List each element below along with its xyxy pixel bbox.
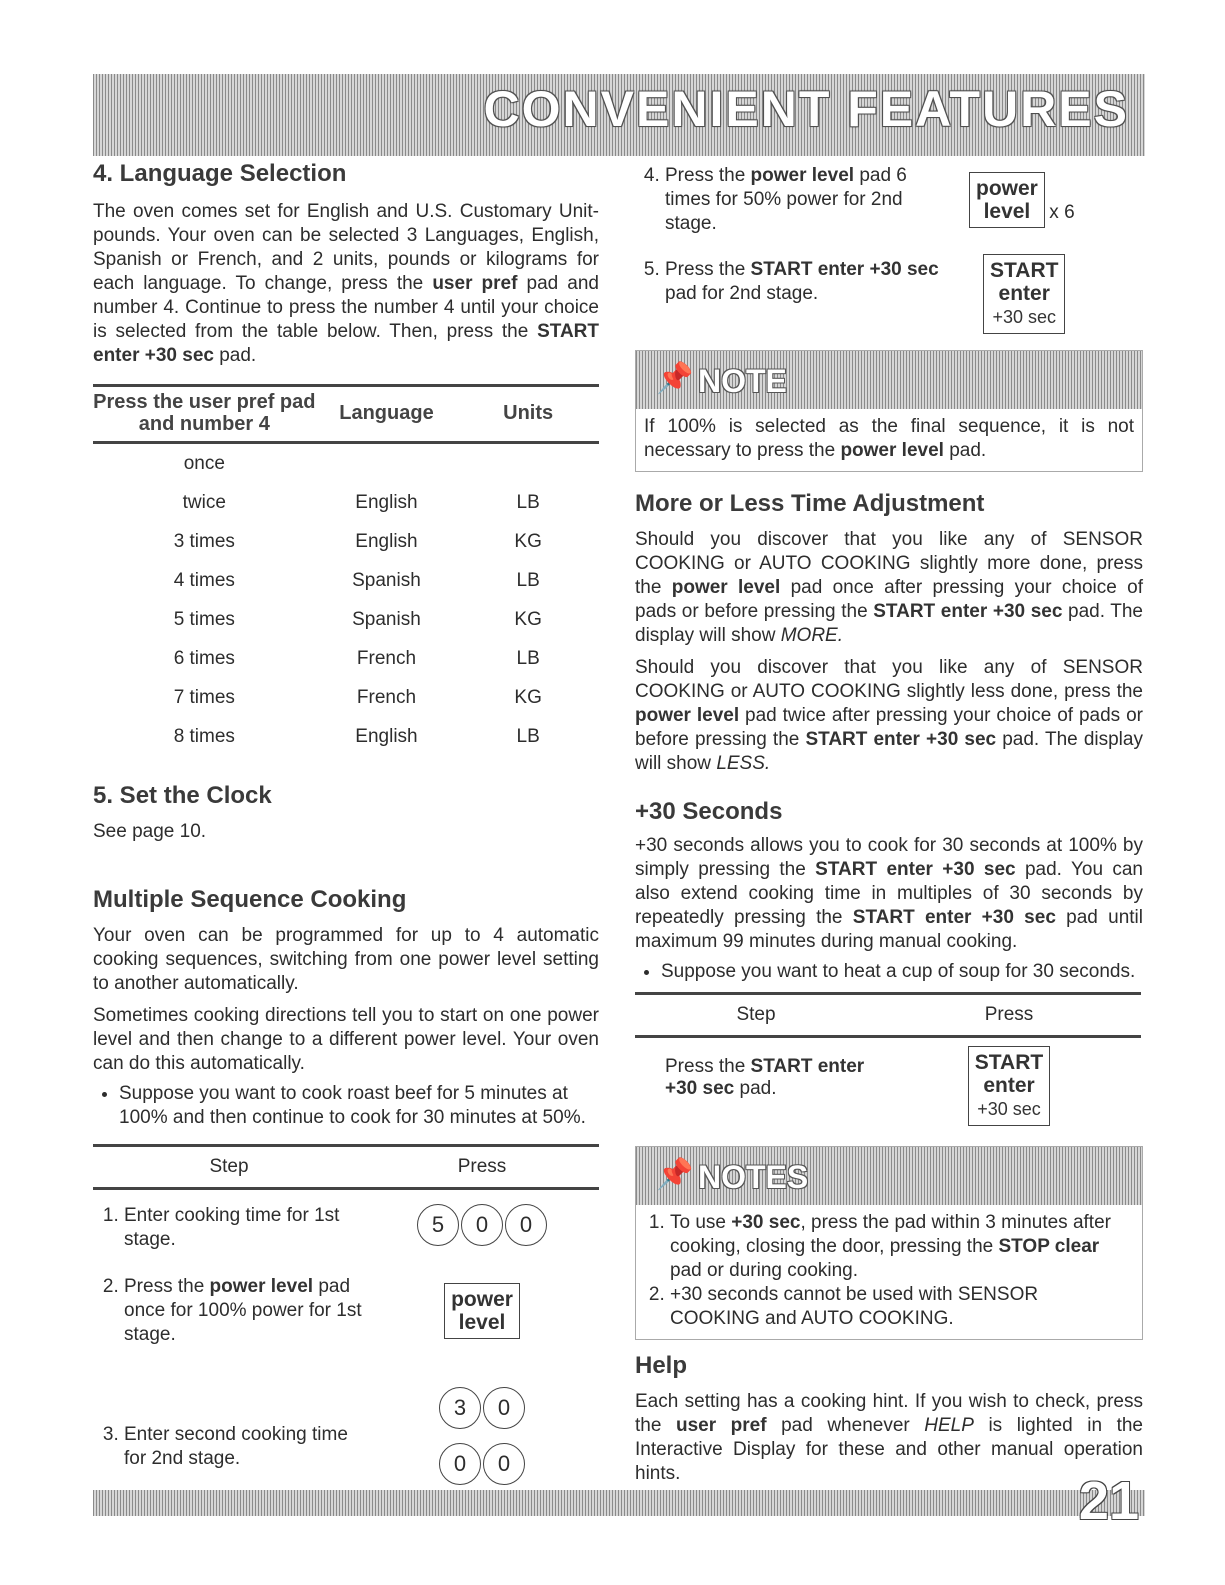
row-language: Spanish	[352, 569, 421, 591]
thirty-col-press: Press	[877, 994, 1141, 1037]
number-key-0: 0	[505, 1204, 547, 1246]
start-pad-line3: +30 sec	[992, 307, 1056, 327]
notes-item-1: 1. To use +30 sec, press the pad within 3 minutes after cooking, closing the door, pressing the STOP clear pad or during cooking.	[670, 1211, 1130, 1283]
language-table-row	[93, 717, 599, 756]
step-4-press	[969, 172, 1075, 228]
number-key-0: 0	[483, 1443, 525, 1485]
lang-col-units: Units	[457, 386, 599, 443]
row-press-count: 3 times	[173, 530, 235, 552]
row-press-count: 6 times	[173, 647, 235, 669]
row-language: English	[355, 491, 418, 513]
start-pad-2	[968, 1046, 1050, 1126]
row-language: Spanish	[352, 608, 421, 630]
language-table	[93, 384, 599, 756]
help-heading: Help	[635, 1352, 688, 1379]
language-table-row	[93, 561, 599, 600]
number-key-5: 5	[417, 1204, 459, 1246]
power-pad-line1: power	[451, 1288, 513, 1311]
row-press-count: 5 times	[173, 608, 235, 630]
power-pad2-line2: level	[983, 200, 1031, 223]
note-header	[636, 351, 1142, 409]
row-language: French	[356, 686, 417, 708]
notes-title: NOTES	[698, 1159, 809, 1195]
row-press-count: 8 times	[173, 725, 235, 747]
row-units: LB	[516, 491, 540, 513]
thirty-col-step: Step	[635, 994, 877, 1037]
step-5-list	[635, 258, 955, 306]
number-key-0: 0	[483, 1387, 525, 1429]
step-4-text: 4. Press the power level pad 6 times for 50% power for 2nd stage.	[665, 164, 955, 236]
more-less-p2: Should you discover that you like any of SENSOR COOKING or AUTO COOKING slightly less done, press the power level pad twice after pressing your choice of pads or before pressing the START enter +30 sec pad. The display will show LESS.	[635, 657, 1143, 774]
lang-col-press: Press the user pref pad and number 4	[93, 386, 316, 443]
power-level-pad	[444, 1283, 520, 1339]
banner-title: CONVENIENT FEATURES	[483, 81, 1129, 137]
notes-item-2: 2. +30 seconds cannot be used with SENSOR COOKING and AUTO COOKING.	[670, 1283, 1130, 1331]
step-1-text: 1. Enter cooking time for 1st stage.	[124, 1204, 364, 1252]
row-units: KG	[514, 686, 542, 708]
row-units: KG	[514, 608, 542, 630]
language-heading: 4. Language Selection	[93, 160, 347, 187]
multiple-step-table	[93, 1144, 599, 1508]
multiple-heading: Multiple Sequence Cooking	[93, 886, 407, 913]
row-language	[316, 443, 458, 484]
language-table-row	[93, 600, 599, 639]
pushpin-icon-2: 📌	[656, 1158, 694, 1191]
page-banner	[93, 74, 1145, 156]
language-table-row	[93, 678, 599, 717]
power-pad2-line1: power	[976, 177, 1038, 200]
pushpin-icon: 📌	[656, 362, 694, 395]
notes-box	[635, 1146, 1143, 1340]
start-pad2-line3: +30 sec	[977, 1099, 1041, 1119]
step-3-keys-a	[366, 1387, 598, 1429]
row-language: French	[356, 647, 417, 669]
clock-heading: 5. Set the Clock	[93, 782, 272, 809]
lang-col-language: Language	[316, 386, 458, 443]
row-press-count: once	[183, 452, 225, 474]
row-language: English	[355, 725, 418, 747]
row-units: KG	[514, 530, 542, 552]
notes-list	[636, 1205, 1142, 1339]
step-1-keys	[365, 1189, 599, 1266]
number-key-3: 3	[439, 1387, 481, 1429]
step-5-press	[983, 254, 1065, 334]
multiple-bullet: • Suppose you want to cook roast beef for 5 minutes at 100% and then continue to cook for 30 minutes at 50%.	[119, 1082, 599, 1130]
number-key-0: 0	[461, 1204, 503, 1246]
more-less-heading: More or Less Time Adjustment	[635, 490, 985, 517]
multiple-p1: Your oven can be programmed for up to 4 automatic cooking sequences, switching from one power level setting to another automatically.	[93, 925, 599, 994]
steps-4-5	[635, 158, 1143, 338]
step-3-text: 3. Enter second cooking time for 2nd stage.	[124, 1423, 364, 1471]
thirty-heading: +30 Seconds	[635, 798, 783, 825]
step-3-keys-b	[366, 1443, 598, 1485]
notes-header	[636, 1147, 1142, 1205]
row-units	[457, 443, 599, 484]
power-pad-line2: level	[458, 1311, 506, 1334]
help-text: Each setting has a cooking hint. If you wish to check, press the user pref pad whenever HELP is lighted in the Interactive Display for these and other manual operation hints.	[635, 1391, 1143, 1484]
note-box	[635, 350, 1143, 472]
thirty-step-table	[635, 992, 1141, 1136]
language-table-row	[93, 639, 599, 678]
multiple-p2: Sometimes cooking directions tell you to start on one power level and then change to a different power level. Your oven can do this automatically.	[93, 1005, 599, 1074]
step-2-text: 2. Press the power level pad once for 100% power for 1st stage.	[124, 1275, 364, 1347]
start-pad2-line2: enter	[983, 1074, 1035, 1097]
multiplier: x 6	[1049, 202, 1075, 223]
multiple-bullet-list	[93, 1082, 599, 1130]
language-table-row	[93, 483, 599, 522]
clock-body: See page 10.	[93, 821, 207, 842]
right-column	[635, 158, 1143, 1486]
start-pad2-line1: START	[974, 1051, 1044, 1074]
thirty-step-text: Press the START enter +30 sec pad.	[665, 1056, 865, 1099]
language-table-row	[93, 522, 599, 561]
thirty-bullet: • Suppose you want to heat a cup of soup for 30 seconds.	[661, 960, 1143, 984]
row-units: LB	[516, 569, 540, 591]
step-4-list	[635, 164, 955, 236]
start-pad-line2: enter	[998, 282, 1050, 305]
language-table-row	[93, 443, 599, 484]
number-key-0: 0	[439, 1443, 481, 1485]
left-column	[93, 158, 599, 1508]
thirty-bullet-list	[635, 960, 1143, 984]
start-pad	[983, 254, 1065, 334]
multiple-col-step: Step	[93, 1146, 365, 1189]
start-pad-line1: START	[990, 259, 1059, 282]
power-level-pad-2	[969, 172, 1045, 228]
row-units: LB	[516, 725, 540, 747]
footer-bar	[93, 1490, 1145, 1516]
row-units: LB	[516, 647, 540, 669]
row-press-count: 4 times	[173, 569, 235, 591]
page-number: 21	[1078, 1471, 1139, 1531]
note-text: If 100% is selected as the final sequence, it is not necessary to press the power level pad.	[644, 416, 1134, 461]
note-title: NOTE	[698, 363, 787, 399]
step-5-text: 5. Press the START enter +30 sec pad for 2nd stage.	[665, 258, 955, 306]
row-press-count: twice	[182, 491, 226, 513]
language-body: The oven comes set for English and U.S. Customary Unit-pounds. Your oven can be selected 3 Languages, English, Spanish or French, and 2 units, pounds or kilograms for each language. To change, press the user pref pad and number 4. Continue to press the number 4 until your choice is selected from the table below. Then, press the START enter +30 sec pad.	[93, 201, 599, 366]
thirty-p1: +30 seconds allows you to cook for 30 seconds at 100% by simply pressing the START enter +30 sec pad. You can also extend cooking time in multiples of 30 seconds by repeatedly pressing the START enter +30 sec pad until maximum 99 minutes during manual cooking.	[635, 835, 1144, 952]
multiple-col-press: Press	[365, 1146, 599, 1189]
row-language: English	[355, 530, 418, 552]
row-press-count: 7 times	[173, 686, 235, 708]
more-less-p1: Should you discover that you like any of SENSOR COOKING or AUTO COOKING slightly more done, press the power level pad once after pressing your choice of pads or before pressing the START enter +30 sec pad. The display will show MORE.	[635, 529, 1143, 646]
